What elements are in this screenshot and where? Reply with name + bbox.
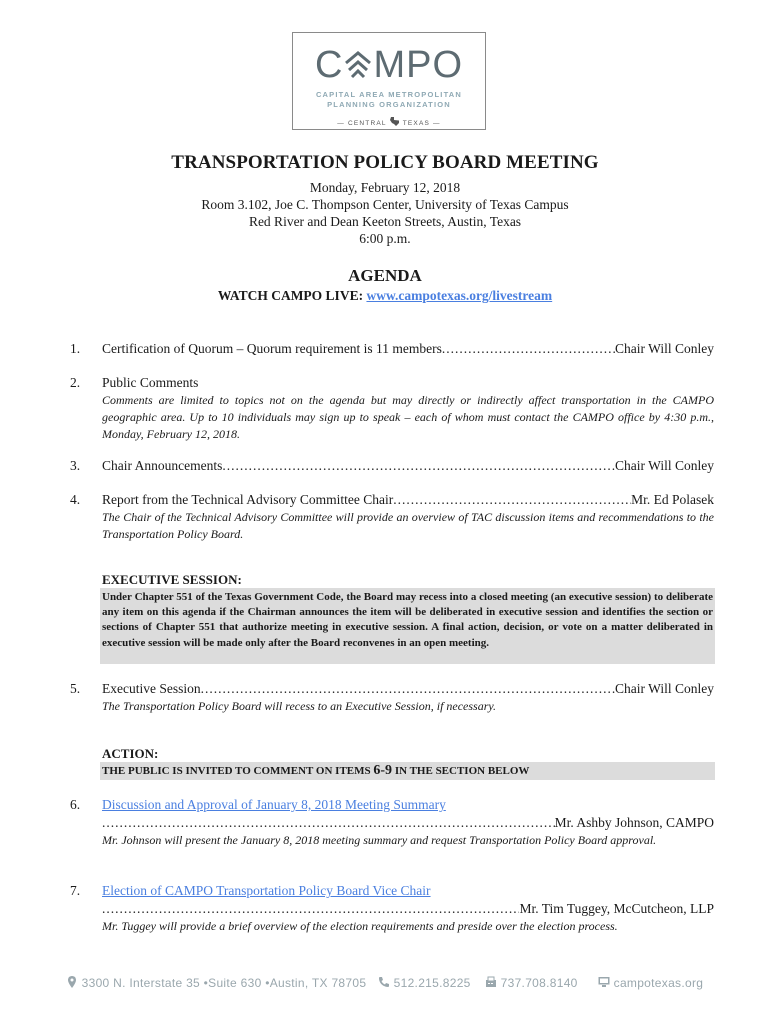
agenda-item-1: Certification of Quorum – Quorum requirement is 11 members ..... Chair Will Conley [102,341,714,357]
item-7-description: Mr. Tuggey will provide a brief overview of the election requirements and preside over the election process. [102,919,618,933]
meeting-time: 6:00 p.m. [359,231,411,246]
watch-live: WATCH CAMPO LIVE: www.campotexas.org/livestream [217,288,553,303]
item-number: 4. [70,492,81,507]
item-number: 3. [70,458,81,473]
logo-wordmark: C MPO [314,44,463,86]
campo-logo [292,32,486,130]
item-6-link[interactable]: Discussion and Approval of January 8, 2018 Meeting Summary [102,797,446,812]
footer [60,976,720,992]
agenda-item-3: Chair Announcements ..... Chair Will Conley [102,458,714,474]
location-pin-icon [66,976,78,988]
chevron-up-icon [343,49,373,79]
item-2-description: Comments are limited to topics not on the agenda but may directly or indirectly affect transportation in the CAMPO geographic area. Up to 10 individuals may sign up to speak – each of whom must contact the CAMPO office by 4:30 p.m., Monday, February 12, 2018. [102,393,714,441]
executive-session-notice: Under Chapter 551 of the Texas Government Code, the Board may recess into a closed meeting (an executive session) to deliberate any item on this agenda if the Chairman announces the item will be deliberated in executive session and identifies the section or sections of Chapter 551 that authorize meeting in executive session. A final action, decision, or vote on a matter deliberated in executive session will be made only after the Board reconvenes in an open meeting. [100,588,715,664]
livestream-link[interactable]: www.campotexas.org/livestream [366,288,553,303]
executive-session-heading: EXECUTIVE SESSION: [102,572,242,587]
agenda-item-6-presenter: ..... Mr. Ashby Johnson, CAMPO [102,815,714,831]
logo-line-1: CAPITAL AREA METROPOLITAN [315,90,463,99]
item-6-description: Mr. Johnson will present the January 8, 2018 meeting summary and request Transportation Policy Board approval. [102,833,657,847]
item-4-description: The Chair of the Technical Advisory Committee will provide an overview of TAC discussion items and recommendations to the Transportation Policy Board. [102,510,714,541]
footer-website: campotexas.org [598,976,703,990]
item-7-link[interactable]: Election of CAMPO Transportation Policy Board Vice Chair [102,883,431,898]
meeting-room: Room 3.102, Joe C. Thompson Center, University of Texas Campus [201,197,569,212]
agenda-item-4: Report from the Technical Advisory Committee Chair ..... Mr. Ed Polasek [102,492,714,508]
action-notice: THE PUBLIC IS INVITED TO COMMENT ON ITEMS 6-9 IN THE SECTION BELOW [100,762,715,780]
logo-line-2: PLANNING ORGANIZATION [327,100,451,109]
agenda-item-7-presenter: ..... Mr. Tim Tuggey, McCutcheon, LLP [102,901,714,917]
phone-icon [378,976,390,988]
agenda-item-2: Public Comments [102,375,199,390]
fax-icon [485,976,497,988]
item-number: 5. [70,681,81,696]
agenda-item-5: Executive Session ..... Chair Will Conley [102,681,714,697]
item-number: 2. [70,375,81,390]
action-heading: ACTION: [102,746,159,761]
item-number: 7. [70,883,81,898]
agenda-heading: AGENDA [348,266,422,285]
meeting-streets: Red River and Dean Keeton Streets, Austin, Texas [248,214,522,229]
item-number: 1. [70,341,81,356]
page-title: TRANSPORTATION POLICY BOARD MEETING [171,152,599,173]
footer-phone: 512.215.8225 [378,976,471,990]
item-number: 6. [70,797,81,812]
meeting-date: Monday, February 12, 2018 [309,180,461,195]
monitor-icon [598,976,610,988]
logo-region: — CENTRAL TEXAS — [293,117,485,128]
footer-fax: 737.708.8140 [485,976,578,990]
item-5-description: The Transportation Policy Board will recess to an Executive Session, if necessary. [102,699,497,713]
footer-address: 3300 N. Interstate 35 •Suite 630 •Austin, TX 78705 [66,976,366,990]
texas-icon [390,117,400,126]
